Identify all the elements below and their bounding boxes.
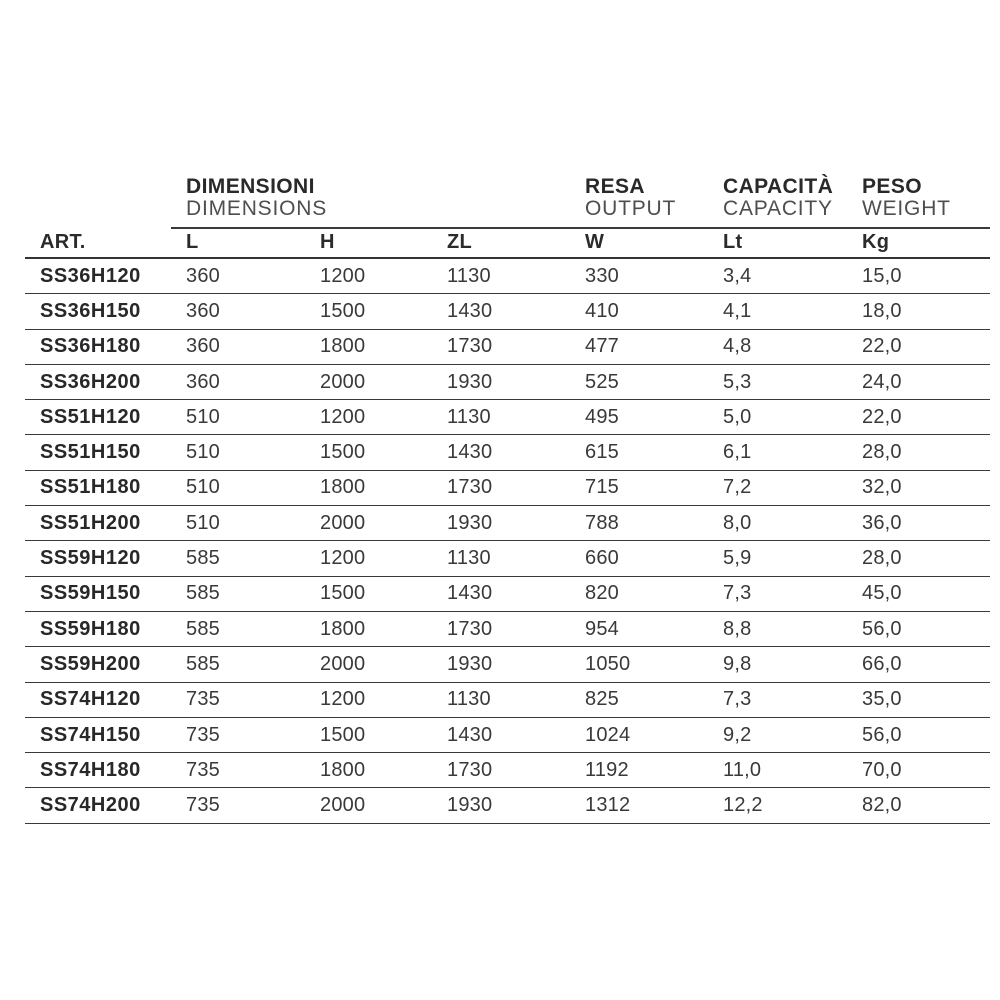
table-row [25, 577, 990, 612]
cell-art: SS36H200 [40, 370, 141, 393]
cell-zl: 1130 [447, 405, 491, 428]
cell-lt: 4,8 [723, 335, 752, 358]
column-header-zl: ZL [447, 231, 473, 253]
cell-l: 510 [186, 476, 220, 499]
cell-lt: 6,1 [723, 441, 752, 464]
cell-art: SS51H180 [40, 476, 141, 499]
cell-h: 1500 [320, 441, 366, 464]
group-label-capacity: CAPACITY [723, 197, 833, 220]
cell-art: SS74H180 [40, 758, 141, 781]
cell-zl: 1130 [447, 264, 491, 287]
cell-kg: 56,0 [862, 723, 902, 746]
cell-kg: 36,0 [862, 511, 902, 534]
cell-lt: 8,0 [723, 511, 752, 534]
cell-w: 954 [585, 617, 619, 640]
column-header-art: ART. [40, 231, 86, 253]
cell-zl: 1130 [447, 547, 491, 570]
cell-l: 585 [186, 652, 220, 675]
cell-h: 1500 [320, 723, 366, 746]
cell-zl: 1930 [447, 511, 493, 534]
cell-lt: 4,1 [723, 299, 752, 322]
cell-w: 1192 [585, 758, 629, 781]
cell-art: SS36H180 [40, 335, 141, 358]
column-header-h: H [320, 231, 335, 253]
cell-h: 1800 [320, 617, 366, 640]
cell-kg: 45,0 [862, 582, 902, 605]
cell-l: 360 [186, 299, 220, 322]
column-header-lt: Lt [723, 231, 743, 253]
cell-kg: 82,0 [862, 794, 902, 817]
table-row [25, 647, 990, 682]
table-row [25, 753, 990, 788]
cell-zl: 1430 [447, 299, 493, 322]
cell-art: SS59H120 [40, 547, 141, 570]
cell-h: 2000 [320, 794, 366, 817]
cell-art: SS36H120 [40, 264, 141, 287]
cell-kg: 32,0 [862, 476, 902, 499]
cell-w: 477 [585, 335, 619, 358]
cell-l: 735 [186, 688, 220, 711]
cell-w: 715 [585, 476, 619, 499]
product-spec-table [25, 176, 990, 824]
cell-art: SS74H150 [40, 723, 141, 746]
group-label-dimensions: DIMENSIONS [186, 197, 328, 220]
cell-kg: 15,0 [862, 264, 902, 287]
cell-art: SS74H200 [40, 794, 141, 817]
column-header-row [25, 228, 990, 259]
cell-art: SS51H120 [40, 405, 141, 428]
cell-l: 510 [186, 441, 220, 464]
cell-h: 2000 [320, 370, 366, 393]
cell-l: 360 [186, 264, 220, 287]
cell-h: 1500 [320, 582, 366, 605]
cell-lt: 7,3 [723, 688, 752, 711]
cell-w: 1050 [585, 652, 631, 675]
cell-lt: 11,0 [723, 758, 762, 781]
group-header-output [570, 176, 708, 228]
cell-kg: 66,0 [862, 652, 902, 675]
cell-h: 1800 [320, 335, 366, 358]
group-header-underline [171, 227, 990, 229]
column-header-kg: Kg [862, 231, 890, 253]
table-row [25, 541, 990, 576]
cell-l: 585 [186, 582, 220, 605]
cell-zl: 1730 [447, 335, 493, 358]
cell-zl: 1930 [447, 370, 493, 393]
table-row [25, 506, 990, 541]
cell-zl: 1430 [447, 441, 493, 464]
group-header-row [25, 176, 990, 228]
cell-l: 360 [186, 335, 220, 358]
table-row [25, 330, 990, 365]
group-label-capacita: CAPACITÀ [723, 175, 834, 198]
cell-h: 1200 [320, 688, 366, 711]
cell-kg: 18,0 [862, 299, 902, 322]
cell-lt: 3,4 [723, 264, 752, 287]
cell-lt: 8,8 [723, 617, 752, 640]
group-label-output: OUTPUT [585, 197, 677, 220]
cell-l: 735 [186, 758, 220, 781]
cell-w: 330 [585, 264, 619, 287]
table-row [25, 718, 990, 753]
cell-zl: 1930 [447, 794, 493, 817]
cell-lt: 5,9 [723, 547, 752, 570]
cell-h: 2000 [320, 652, 366, 675]
cell-l: 360 [186, 370, 220, 393]
cell-w: 820 [585, 582, 619, 605]
column-header-l: L [186, 231, 199, 253]
cell-h: 1800 [320, 758, 366, 781]
cell-zl: 1730 [447, 476, 493, 499]
column-header-w: W [585, 231, 605, 253]
cell-lt: 12,2 [723, 794, 763, 817]
cell-w: 660 [585, 547, 619, 570]
cell-l: 735 [186, 794, 220, 817]
cell-art: SS59H180 [40, 617, 141, 640]
cell-art: SS36H150 [40, 299, 141, 322]
cell-w: 525 [585, 370, 619, 393]
table-row [25, 788, 990, 823]
cell-lt: 9,8 [723, 652, 752, 675]
cell-w: 615 [585, 441, 619, 464]
table-body [25, 259, 990, 824]
cell-kg: 56,0 [862, 617, 902, 640]
cell-w: 1312 [585, 794, 631, 817]
cell-zl: 1430 [447, 723, 493, 746]
table-row [25, 471, 990, 506]
group-label-dimensioni: DIMENSIONI [186, 175, 315, 198]
cell-l: 585 [186, 617, 220, 640]
cell-lt: 9,2 [723, 723, 752, 746]
group-header-dimensions [171, 176, 570, 228]
cell-art: SS51H150 [40, 441, 141, 464]
group-header-spacer [25, 176, 171, 228]
table-row [25, 683, 990, 718]
table-row [25, 400, 990, 435]
cell-kg: 22,0 [862, 405, 902, 428]
table-row [25, 435, 990, 470]
cell-zl: 1130 [447, 688, 491, 711]
cell-kg: 28,0 [862, 547, 902, 570]
cell-zl: 1930 [447, 652, 493, 675]
cell-zl: 1730 [447, 758, 493, 781]
cell-zl: 1430 [447, 582, 493, 605]
cell-kg: 24,0 [862, 370, 902, 393]
group-label-weight: WEIGHT [862, 197, 951, 220]
group-header-weight [847, 176, 990, 228]
cell-h: 1500 [320, 299, 366, 322]
cell-h: 1200 [320, 264, 366, 287]
cell-w: 495 [585, 405, 619, 428]
table-row [25, 259, 990, 294]
table-row [25, 612, 990, 647]
cell-w: 825 [585, 688, 619, 711]
cell-w: 788 [585, 511, 619, 534]
cell-art: SS59H150 [40, 582, 141, 605]
cell-lt: 7,2 [723, 476, 752, 499]
group-label-resa: RESA [585, 175, 645, 198]
cell-l: 510 [186, 511, 220, 534]
cell-w: 410 [585, 299, 619, 322]
cell-l: 510 [186, 405, 220, 428]
cell-art: SS74H120 [40, 688, 141, 711]
cell-lt: 5,3 [723, 370, 752, 393]
cell-l: 585 [186, 547, 220, 570]
cell-art: SS59H200 [40, 652, 141, 675]
cell-lt: 7,3 [723, 582, 752, 605]
group-label-peso: PESO [862, 175, 922, 198]
table-row [25, 294, 990, 329]
cell-art: SS51H200 [40, 511, 141, 534]
cell-w: 1024 [585, 723, 631, 746]
cell-l: 735 [186, 723, 220, 746]
cell-h: 1200 [320, 547, 366, 570]
cell-kg: 70,0 [862, 758, 902, 781]
cell-kg: 35,0 [862, 688, 902, 711]
cell-h: 2000 [320, 511, 366, 534]
cell-kg: 28,0 [862, 441, 902, 464]
cell-h: 1200 [320, 405, 366, 428]
cell-zl: 1730 [447, 617, 493, 640]
cell-lt: 5,0 [723, 405, 752, 428]
group-header-capacity [708, 176, 847, 228]
cell-kg: 22,0 [862, 335, 902, 358]
cell-h: 1800 [320, 476, 366, 499]
table-row [25, 365, 990, 400]
